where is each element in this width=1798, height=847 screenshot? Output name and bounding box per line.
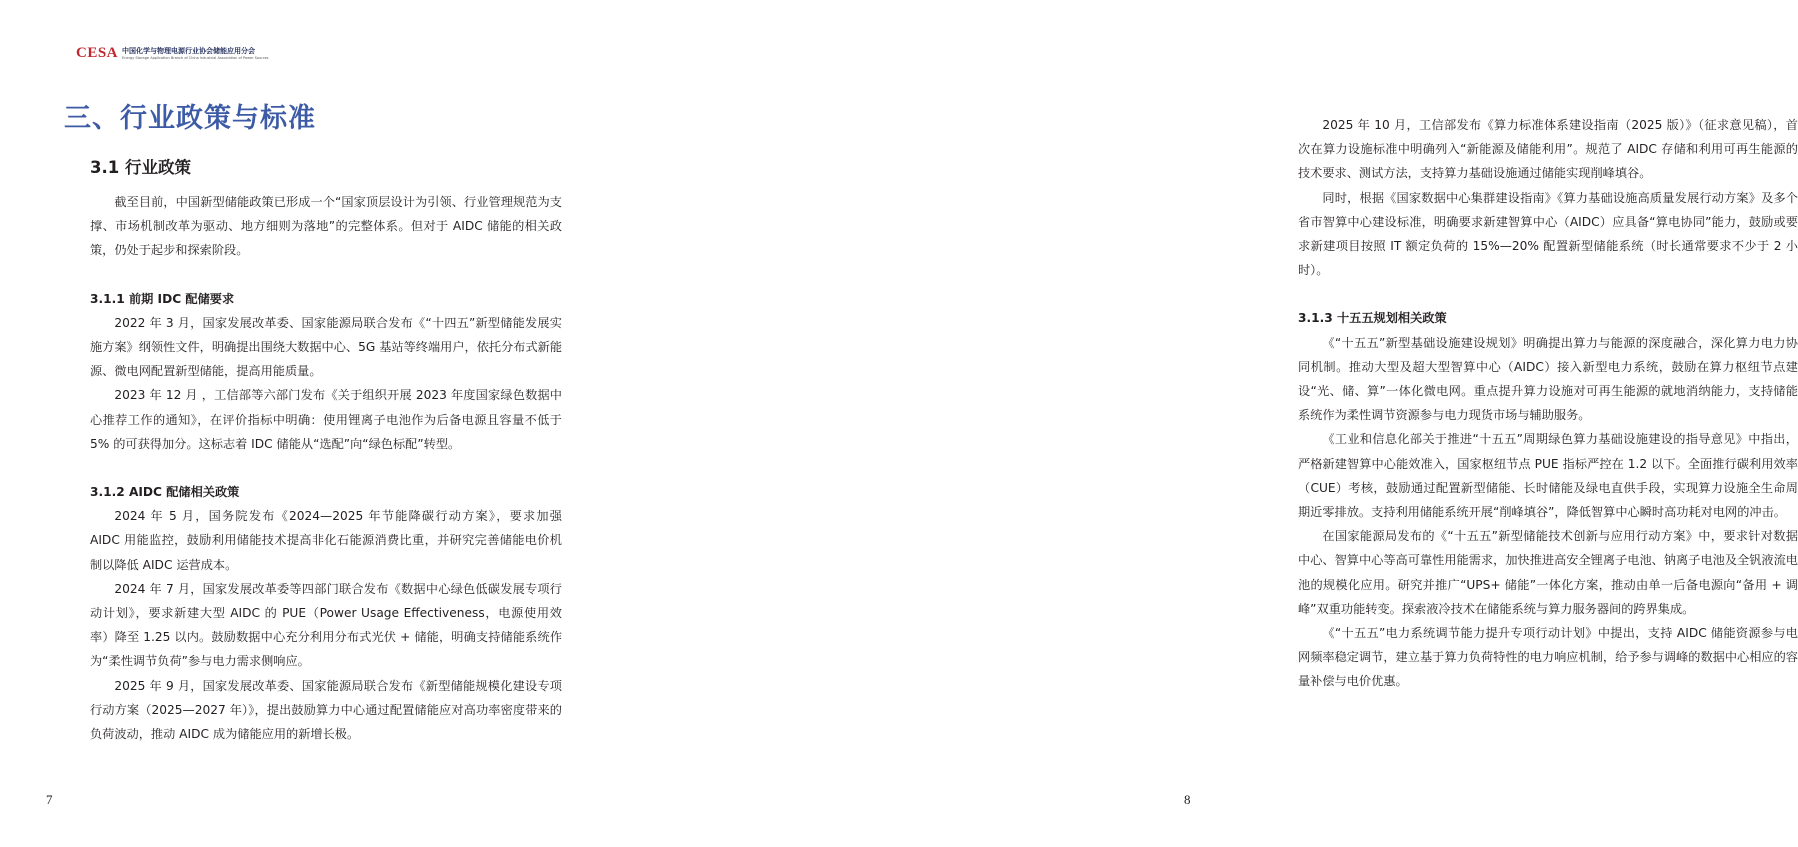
right-page: [620, 0, 1798, 847]
paragraph: 2024 年 7 月，国家发展改革委等四部门联合发布《数据中心绿色低碳发展专项行动计划》，要求新建大型 AIDC 的 PUE（Power Usage Effectiveness，电源使用效率）降至 1.25 以内。鼓励数据中心充分利用分布式光伏 + 储能，明确支持储能系统作为“柔性调节负荷”参与电力需求侧响应。: [90, 581, 562, 669]
paragraph: 2022 年 3 月，国家发展改革委、国家能源局联合发布《“十四五”新型储能发展实施方案》纲领性文件，明确提出围绕大数据中心、5G 基站等终端用户，依托分布式新能源、微电网配置新型储能，提高用能质量。: [90, 315, 563, 379]
heading-3-1-3: 3.1.3 十五五规划相关政策: [1298, 311, 1447, 326]
paragraph: 2024 年 5 月，国务院发布《2024—2025 年节能降碳行动方案》，要求加强 AIDC 用能监控，鼓励利用储能技术提高非化石能源消费比重，并研究完善储能电价机制以降低 AIDC 运营成本。: [90, 509, 562, 572]
org-name-cn: 中国化学与物理电源行业协会储能应用分会: [122, 46, 256, 55]
paragraph: 《工业和信息化部关于推进“十五五”周期绿色算力基础设施建设的指导意见》中指出，严格新建智算中心能效准入，国家枢纽节点 PUE 指标严控在 1.2 以下。全面推行碳利用效率（CUE）考核，鼓励通过配置新型储能、长时储能及绿电直供手段，实现算力设施全生命周期近零排放。支持利用储能系统开展“削峰填谷”，降低智算中心瞬时高功耗对电网的冲击。: [1298, 432, 1798, 520]
logo-subtitle: [122, 47, 269, 61]
right-body: [1298, 113, 1798, 694]
paragraph: 2025 年 9 月，国家发展改革委、国家能源局联合发布《新型储能规模化建设专项行动方案（2025—2027 年）》，提出鼓励算力中心通过配置储能应对高功率密度带来的负荷波动，推动 AIDC 成为储能应用的新增长极。: [90, 678, 562, 742]
paragraph: 2025 年 10 月，工信部发布《算力标准体系建设指南（2025 版）》（征求意见稿），首次在算力设施标准中明确列入“新能源及储能利用”。规范了 AIDC 存储和利用可再生能源的技术要求、测试方法，支持算力基础设施通过储能实现削峰填谷。: [1298, 118, 1798, 181]
page-number: 8: [1184, 792, 1191, 807]
cesa-logo: [76, 45, 269, 62]
org-name-en: Energy Storage Application Branch of China Industrial Association of Power Sources: [122, 55, 269, 60]
section-title: 三、行业政策与标准: [64, 103, 316, 134]
intro-paragraph: 截至目前，中国新型储能政策已形成一个“国家顶层设计为引领、行业管理规范为支撑、市场机制改革为驱动、地方细则为落地”的完整体系。但对于 AIDC 储能的相关政策，仍处于起步和探索阶段。: [90, 195, 562, 258]
heading-3-1-1: 3.1.1 前期 IDC 配储要求: [90, 291, 235, 306]
paragraph: 《“十五五”电力系统调节能力提升专项行动计划》中提出，支持 AIDC 储能资源参与电网频率稳定调节，建立基于算力负荷特性的电力响应机制，给予参与调峰的数据中心相应的容量补偿与电价优惠。: [1298, 626, 1798, 689]
paragraph: 同时，根据《国家数据中心集群建设指南》《算力基础设施高质量发展行动方案》及多个省市智算中心建设标准，明确要求新建智算中心（AIDC）应具备“算电协同”能力，鼓励或要求新建项目按照 IT 额定负荷的 15%—20% 配置新型储能系统（时长通常要求不少于 2 小时）。: [1298, 190, 1798, 278]
left-page: [0, 0, 620, 847]
paragraph: 2023 年 12 月 ，工信部等六部门发布《关于组织开展 2023 年度国家绿色数据中心推荐工作的通知》，在评价指标中明确：使用锂离子电池作为后备电源且容量不低于 5% 的可获得加分。这标志着 IDC 储能从“选配”向“绿色标配”转型。: [90, 388, 562, 451]
paragraph: 在国家能源局发布的《“十五五”新型储能技术创新与应用行动方案》中，要求针对数据中心、智算中心等高可靠性用能需求，加快推进高安全锂离子电池、钠离子电池及全钒液流电池的规模化应用。研究并推广“UPS+ 储能”一体化方案，推动由单一后备电源向“备用 + 调峰”双重功能转变。探索液冷技术在储能系统与算力服务器间的跨界集成。: [1298, 529, 1798, 616]
paragraph: 《“十五五”新型基础设施建设规划》明确提出算力与能源的深度融合，深化算力电力协同机制。推动大型及超大型智算中心（AIDC）接入新型电力系统，鼓励在算力枢纽节点建设“光、储、算”一体化微电网。重点提升算力设施对可再生能源的就地消纳能力，支持储能系统作为柔性调节资源参与电力现货市场与辅助服务。: [1298, 335, 1798, 423]
logo-text: CESA: [76, 45, 119, 61]
heading-3-1-2: 3.1.2 AIDC 配储相关政策: [90, 485, 240, 500]
page-number: 7: [46, 792, 53, 807]
left-body: [90, 190, 562, 746]
subsection-title: 3.1 行业政策: [90, 158, 191, 177]
